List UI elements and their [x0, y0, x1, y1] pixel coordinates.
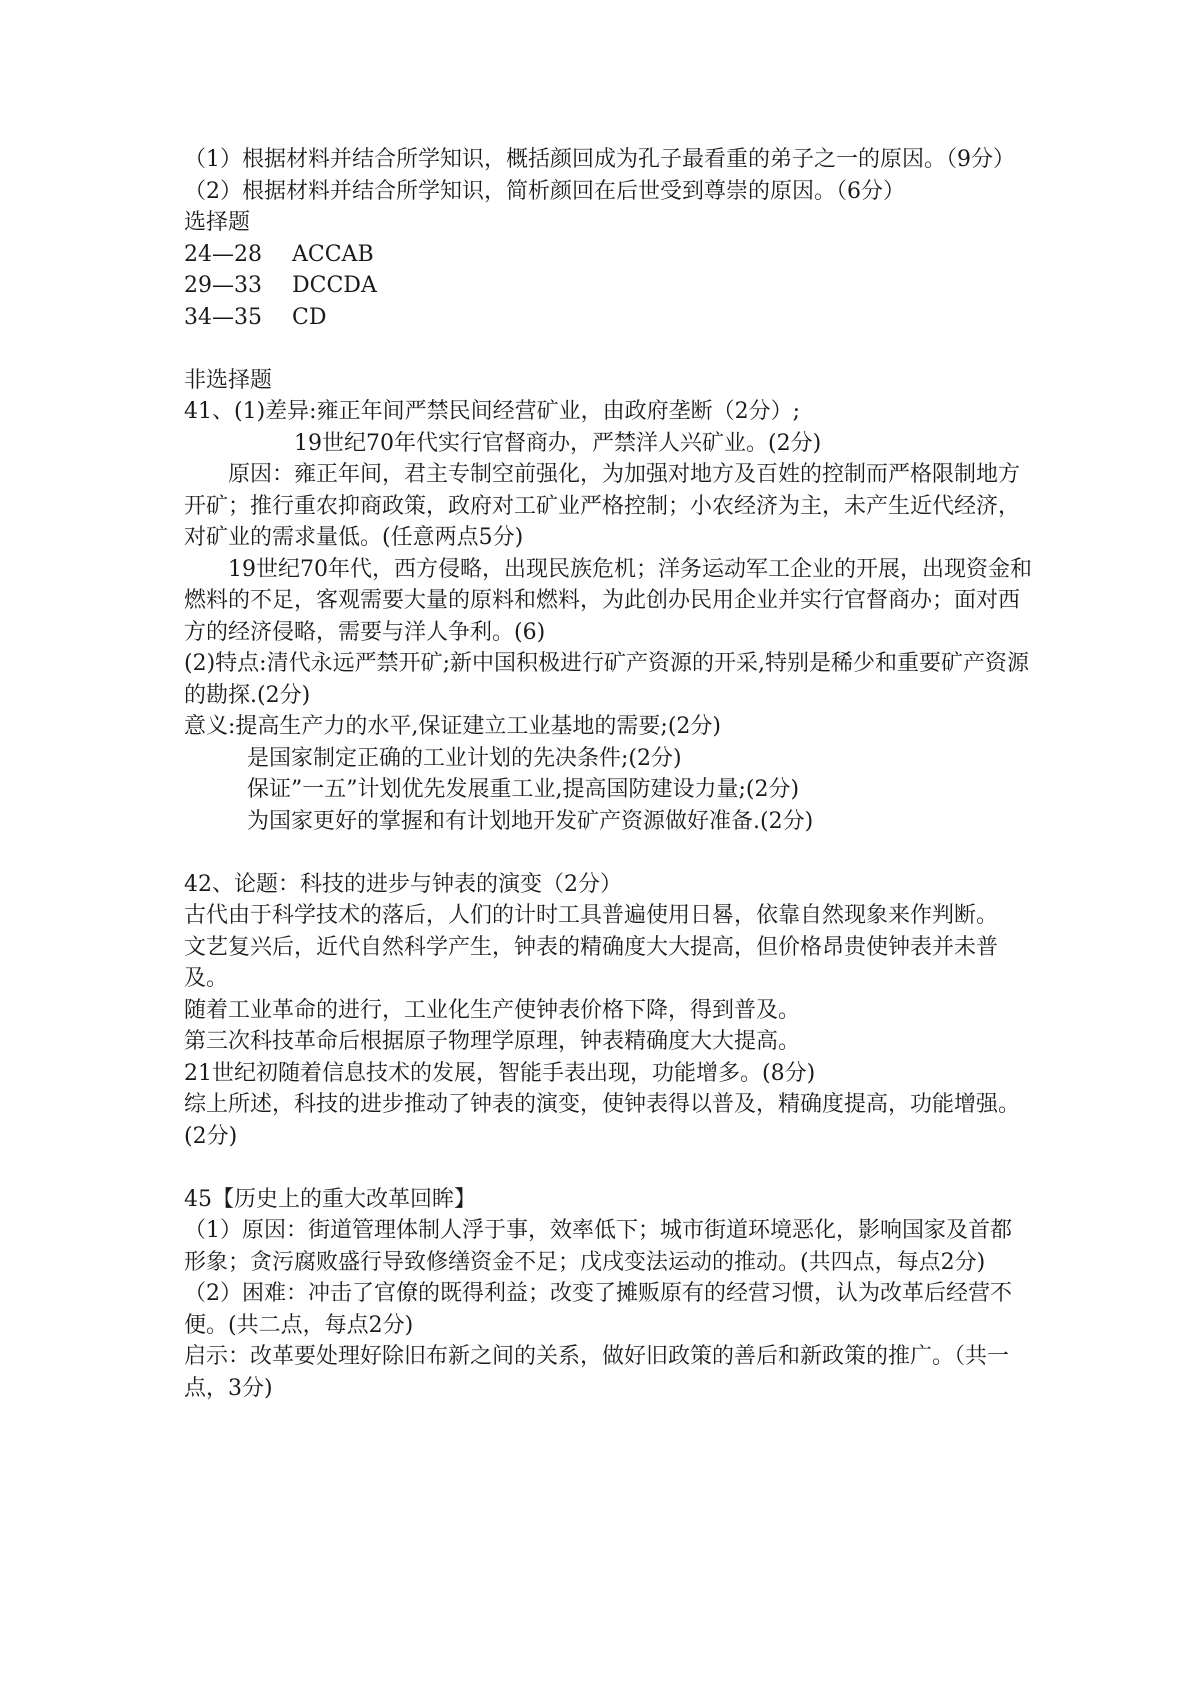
q41-feature: (2)特点:清代永远严禁开矿;新中国积极进行矿产资源的开采,特别是稀少和重要矿产资源的勘探.(2分) [184, 651, 1029, 708]
choice-answer-row [184, 302, 1032, 334]
q42-paragraph: 文艺复兴后，近代自然科学产生，钟表的精确度大大提高，但价格昂贵使钟表并未普及。 [184, 934, 999, 991]
answer-range: 34—35 [184, 304, 262, 330]
q42-paragraph: 21世纪初随着信息技术的发展，智能手表出现，功能增多。(8分) [184, 1060, 816, 1086]
spacer [184, 1152, 1032, 1184]
document-body [184, 144, 1032, 1404]
q41-meaning-1: 意义:提高生产力的水平,保证建立工业基地的需要;(2分) [184, 714, 721, 739]
q42-paragraph: 随着工业革命的进行，工业化生产使钟表价格下降，得到普及。 [184, 997, 801, 1023]
q45-paragraph: （1）原因：街道管理体制人浮于事，效率低下；城市街道环境恶化，影响国家及首都形象；贪污腐败盛行导致修缮资金不足；戊戌变法运动的推动。(共四点，每点2分) [184, 1218, 1012, 1275]
answer-range: 24—28 [184, 241, 262, 267]
spacer [184, 837, 1032, 869]
q42-paragraph: 古代由于科学技术的落后，人们的计时工具普遍使用日晷，依靠自然现象来作判断。 [184, 903, 999, 928]
answer-letters: ACCAB [292, 241, 374, 267]
q41-reason1: 原因：雍正年间，君主专制空前强化，为加强对地方及百姓的控制而严格限制地方开矿；推行重农抑商政策，政府对工矿业严格控制；小农经济为主，未产生近代经济，对矿业的需求量低。(任意两点5分) [184, 462, 1021, 550]
question-1: （1）根据材料并结合所学知识，概括颜回成为孔子最看重的弟子之一的原因。（9分） [184, 147, 1015, 172]
q42-paragraph: 第三次科技革命后根据原子物理学原理，钟表精确度大大提高。 [184, 1029, 801, 1054]
choice-answer-row [184, 239, 1032, 271]
q45-paragraph: （2）困难：冲击了官僚的既得利益；改变了摊贩原有的经营习惯，认为改革后经营不便。(共二点，每点2分) [184, 1281, 1012, 1338]
choice-heading: 选择题 [184, 210, 251, 235]
answer-letters: DCCDA [292, 273, 377, 298]
q42-topic: 42、论题：科技的进步与钟表的演变（2分） [184, 871, 622, 897]
answer-range: 29—33 [184, 273, 262, 298]
q41-meaning-3: 保证”一五”计划优先发展重工业,提高国防建设力量;(2分) [247, 777, 800, 802]
spacer [184, 333, 1032, 365]
q41-line1: 41、(1)差异:雍正年间严禁民间经营矿业，由政府垄断（2分）; [184, 399, 800, 424]
q45-paragraph: 启示：改革要处理好除旧布新之间的关系，做好旧政策的善后和新政策的推广。（共一点，3分) [184, 1344, 1010, 1401]
q41-reason2: 19世纪70年代，西方侵略，出现民族危机；洋务运动军工企业的开展，出现资金和燃料的不足，客观需要大量的原料和燃料，为此创办民用企业并实行官督商办；面对西方的经济侵略，需要与洋人争利。(6) [184, 556, 1032, 645]
q42-conclusion: 综上所述，科技的进步推动了钟表的演变，使钟表得以普及，精确度提高，功能增强。(2分) [184, 1092, 1021, 1149]
question-2: （2）根据材料并结合所学知识，简析颜回在后世受到尊崇的原因。（6分） [184, 178, 905, 204]
q45-title: 45【历史上的重大改革回眸】 [184, 1186, 476, 1212]
choice-answer-row [184, 270, 1032, 302]
q41-line2: 19世纪70年代实行官督商办，严禁洋人兴矿业。(2分) [294, 430, 822, 456]
nonchoice-heading: 非选择题 [184, 367, 273, 393]
q41-meaning-4: 为国家更好的掌握和有计划地开发矿产资源做好准备.(2分) [247, 808, 814, 834]
q41-meaning-2: 是国家制定正确的工业计划的先决条件;(2分) [247, 745, 682, 771]
answer-letters: CD [292, 304, 327, 330]
